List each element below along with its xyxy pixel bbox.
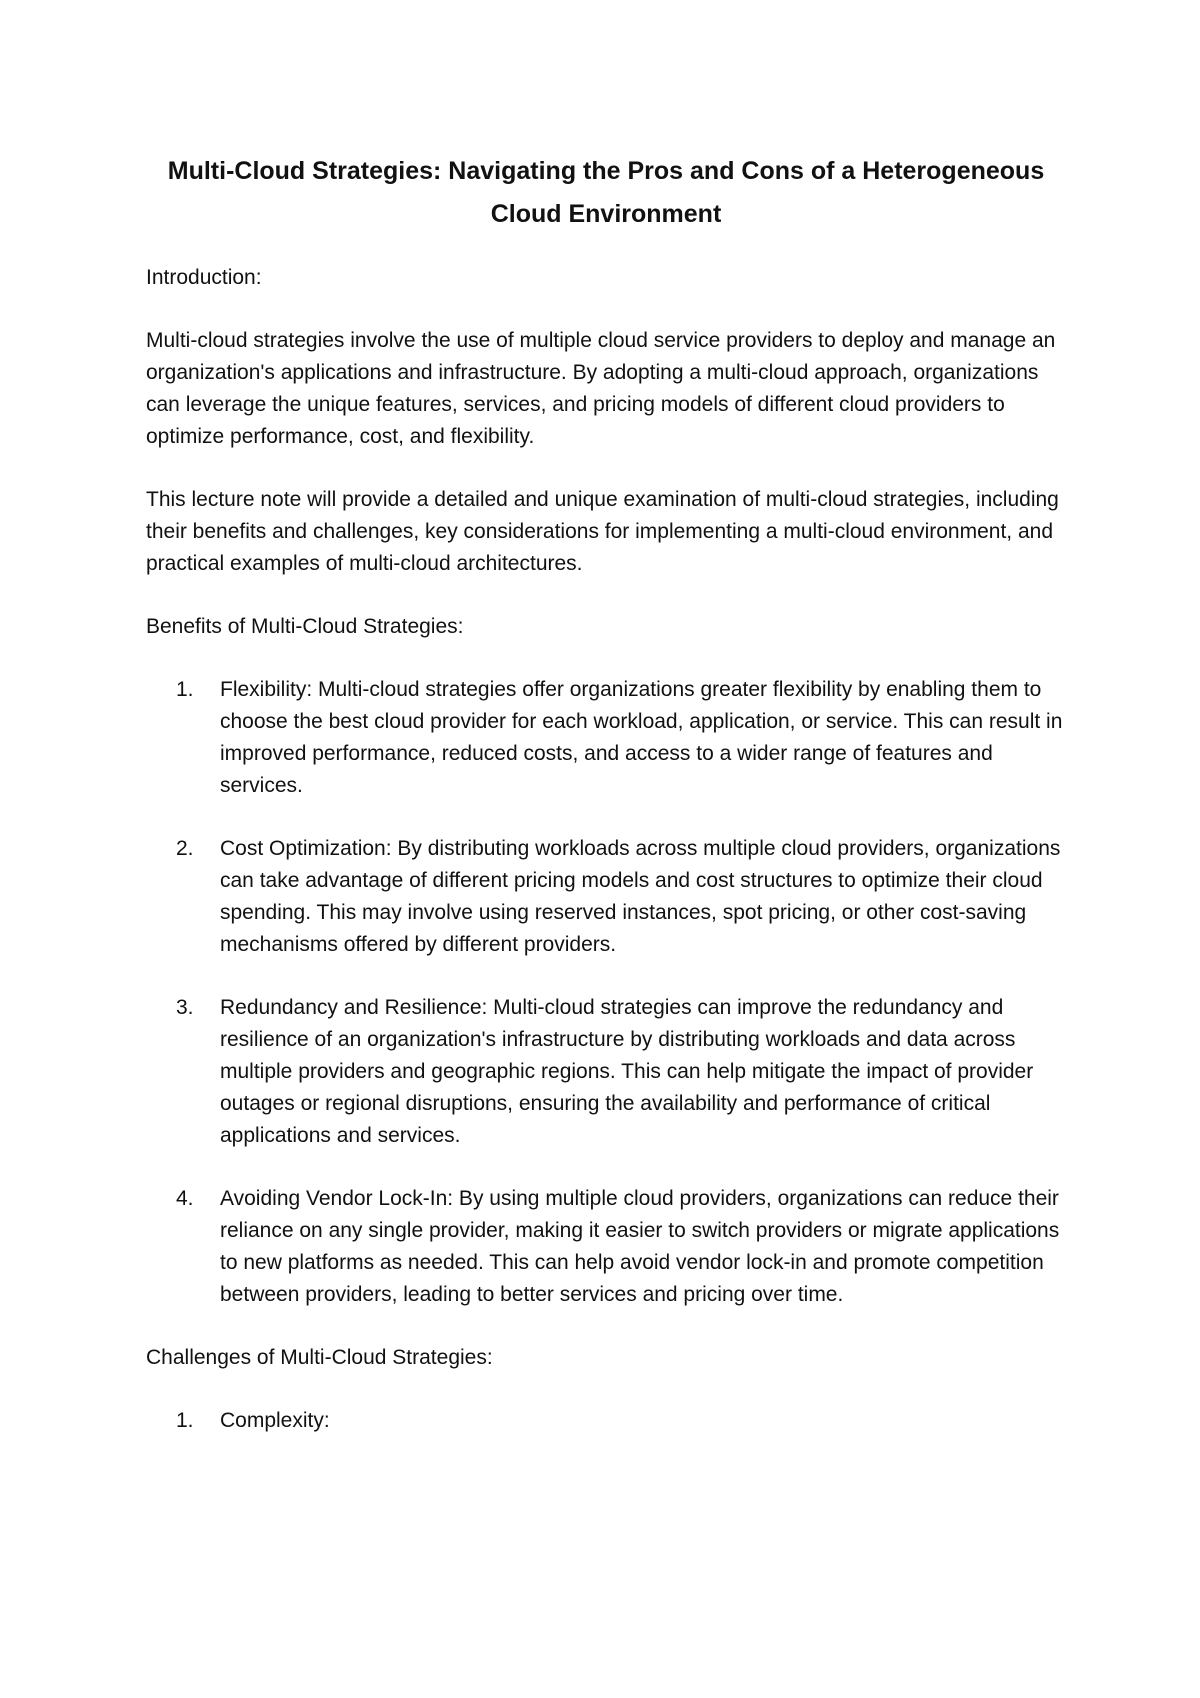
- benefits-list: [146, 674, 1066, 1311]
- list-number: 4.: [176, 1187, 194, 1210]
- list-item-text: Complexity:: [220, 1409, 330, 1432]
- list-number: 1.: [176, 678, 194, 701]
- list-item-text: Avoiding Vendor Lock-In: By using multiple cloud providers, organizations can reduce their reliance on any single provider, making it easier to switch providers or migrate applications to new platforms as needed. This can help avoid vendor lock-in and promote competition between providers, leading to better services and pricing over time.: [220, 1187, 1060, 1306]
- list-item-text: Flexibility: Multi-cloud strategies offer organizations greater flexibility by enabling them to choose the best cloud provider for each workload, application, or service. This can result in improved performance, reduced costs, and access to a wider range of features and services.: [220, 678, 1063, 797]
- challenges-heading: Challenges of Multi-Cloud Strategies:: [146, 1346, 493, 1369]
- benefits-heading: Benefits of Multi-Cloud Strategies:: [146, 615, 464, 638]
- benefit-item-cost-optimization: [146, 833, 1066, 961]
- list-number: 3.: [176, 996, 194, 1019]
- challenges-list: [146, 1405, 1066, 1437]
- intro-paragraph-2: This lecture note will provide a detailed and unique examination of multi-cloud strategies, including their benefits and challenges, key considerations for implementing a multi-cloud environment, and practical examples of multi-cloud architectures.: [146, 488, 1059, 575]
- list-number: 1.: [176, 1409, 194, 1432]
- benefit-item-redundancy: [146, 992, 1066, 1152]
- introduction-heading: Introduction:: [146, 266, 262, 289]
- document-body: [146, 150, 1066, 1468]
- document-title: Multi-Cloud Strategies: Navigating the Pros and Cons of a Heterogeneous Cloud Environment: [167, 157, 1045, 228]
- list-item-text: Redundancy and Resilience: Multi-cloud strategies can improve the redundancy and resilience of an organization's infrastructure by distributing workloads and data across multiple providers and geographic regions. This can help mitigate the impact of provider outages or regional disruptions, ensuring the availability and performance of critical applications and services.: [220, 996, 1034, 1147]
- benefit-item-flexibility: [146, 674, 1066, 802]
- intro-paragraph-1: Multi-cloud strategies involve the use of multiple cloud service providers to deploy and manage an organization's applications and infrastructure. By adopting a multi-cloud approach, organizations can leverage the unique features, services, and pricing models of different cloud providers to optimize performance, cost, and flexibility.: [146, 329, 1056, 448]
- benefit-item-vendor-lock-in: [146, 1183, 1066, 1311]
- list-item-text: Cost Optimization: By distributing workloads across multiple cloud providers, organizations can take advantage of different pricing models and cost structures to optimize their cloud spending. This may involve using reserved instances, spot pricing, or other cost-saving mechanisms offered by different providers.: [220, 837, 1061, 956]
- list-number: 2.: [176, 837, 194, 860]
- challenge-item-complexity: [146, 1405, 1066, 1437]
